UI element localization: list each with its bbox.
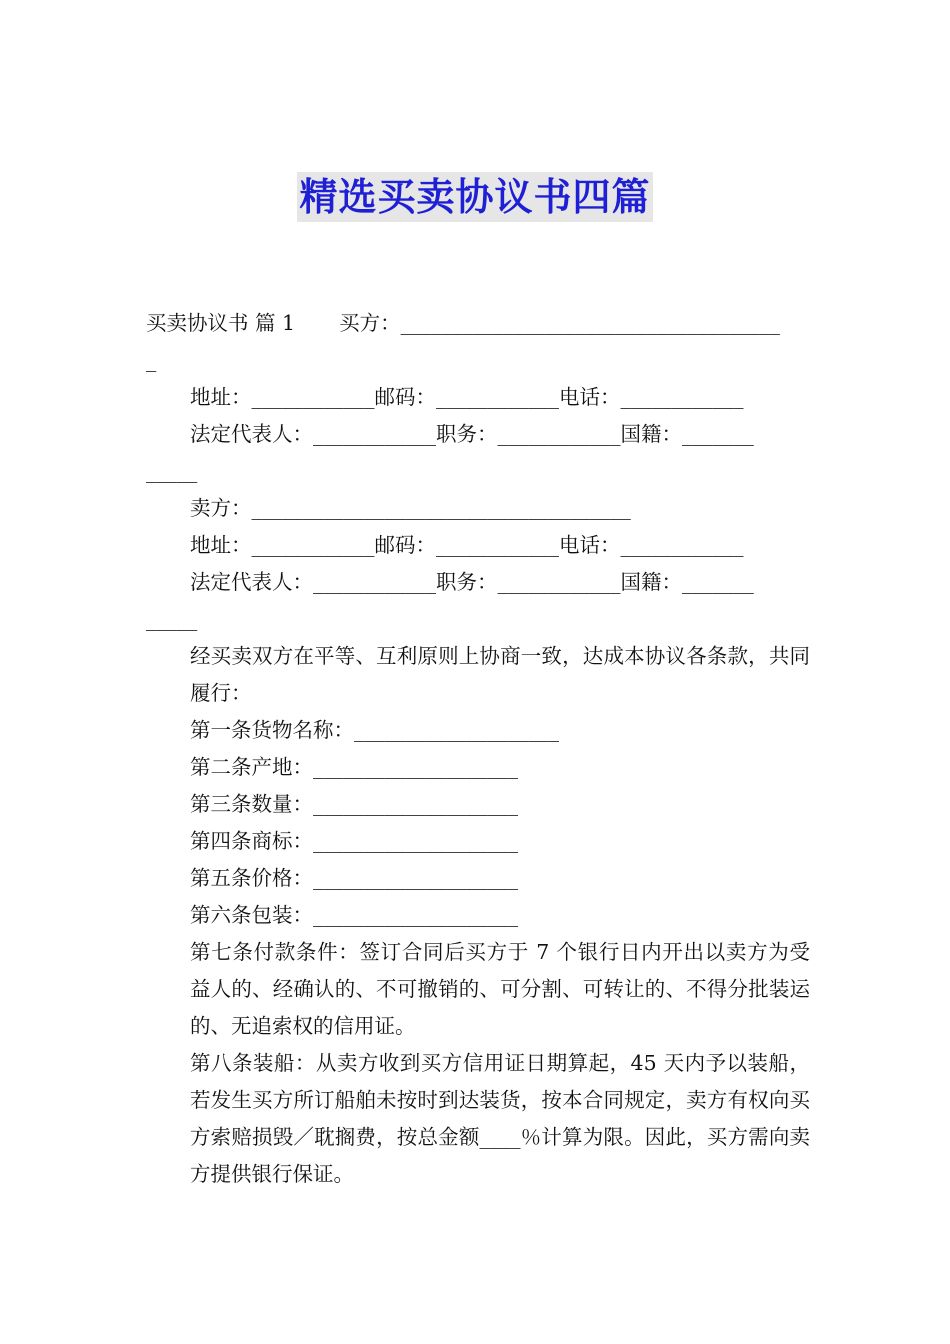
article-4-trademark: 第四条商标：____________________ [190, 829, 518, 853]
title-container [0, 172, 950, 222]
seller-representative-line: 法定代表人：____________职务：____________国籍：_______ [190, 570, 754, 594]
document-title: 精选买卖协议书四篇 [297, 172, 652, 222]
section-heading: 买卖协议书 篇 1 [146, 311, 296, 335]
buyer-representative-line: 法定代表人：____________职务：____________国籍：_______ [190, 422, 754, 446]
article-3-quantity: 第三条数量：____________________ [190, 792, 518, 816]
article-2-origin: 第二条产地：____________________ [190, 755, 518, 779]
buyer-address-line: 地址：____________邮码：____________电话：____________ [190, 385, 744, 409]
seller-address-line: 地址：____________邮码：____________电话：____________ [190, 533, 744, 557]
seller-field: 卖方：_____________________________________ [190, 496, 631, 520]
article-8-shipment: 第八条装船：从卖方收到买方信用证日期算起，45 天内予以装船，若发生买方所订船舶未按时到达装货，按本合同规定，卖方有权向买方索赔损毁／耽搁费，按总金额____％计算为限。因此，买方需向卖方提供银行保证。 [190, 1051, 810, 1186]
article-1-goods-name: 第一条货物名称：____________________ [190, 718, 559, 742]
buyer-field-overflow: _ [146, 348, 157, 372]
buyer-nationality-overflow: _____ [146, 459, 198, 483]
first-line [146, 305, 810, 342]
document-body [146, 305, 810, 1193]
seller-nationality-overflow: _____ [146, 607, 198, 631]
article-7-payment-terms: 第七条付款条件：签订合同后买方于 7 个银行日内开出以卖方为受益人的、经确认的、不可撤销的、可分割、可转让的、不得分批装运的、无追索权的信用证。 [190, 940, 810, 1038]
article-6-packaging: 第六条包装：____________________ [190, 903, 518, 927]
buyer-field: 买方：_____________________________________ [339, 311, 780, 335]
article-5-price: 第五条价格：____________________ [190, 866, 518, 890]
preamble-paragraph: 经买卖双方在平等、互利原则上协商一致，达成本协议各条款，共同履行： [190, 644, 810, 705]
